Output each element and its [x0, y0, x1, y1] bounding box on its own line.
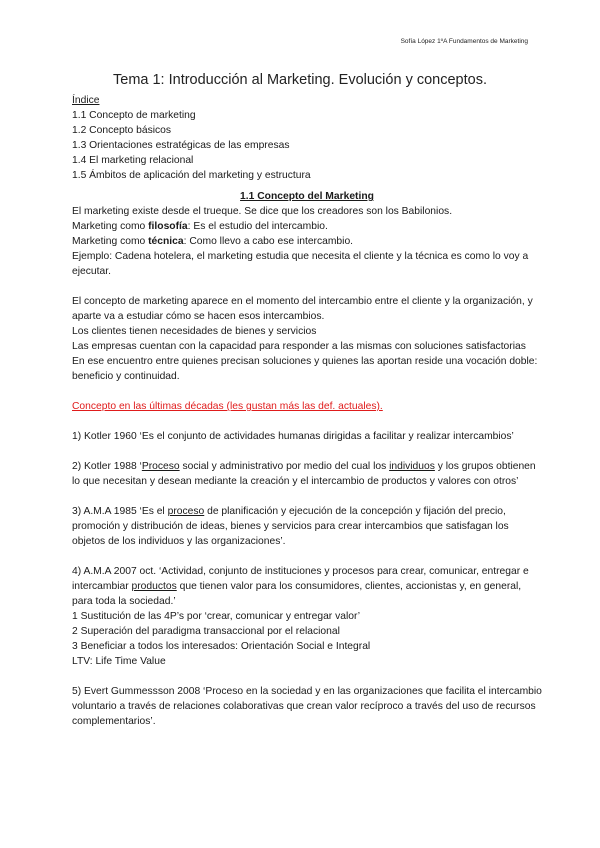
- index-item-2: 1.2 Concepto básicos: [72, 125, 172, 136]
- author-header-note: Sofía López 1ºA Fundamentos de Marketing: [400, 38, 528, 45]
- definition-ama-1985: 3) A.M.A 1985 ‘Es el proceso de planificación y ejecución de la concepción y fijación del precio, promoción y distribución de ideas, bienes y servicios para crear intercambios que satisfagan los objetos de los individuos y las organizaciones’.: [72, 506, 509, 547]
- ltv-note: LTV: Life Time Value: [72, 656, 166, 667]
- paragraph-encuentro: En ese encuentro entre quienes precisan soluciones y quienes las aportan reside una vocación doble: beneficio y continuidad.: [72, 356, 538, 382]
- paragraph-empresas: Las empresas cuentan con la capacidad para responder a las mismas con soluciones satisfactorias: [72, 341, 526, 352]
- index-item-1: 1.1 Concepto de marketing: [72, 110, 196, 121]
- index-item-3: 1.3 Orientaciones estratégicas de las empresas: [72, 140, 290, 151]
- page-title: Tema 1: Introducción al Marketing. Evolución y conceptos.: [113, 72, 487, 88]
- recent-decades-heading: Concepto en las últimas décadas (les gustan más las def. actuales).: [72, 401, 383, 412]
- ama-2007-point-1: 1 Sustitución de las 4P’s por ‘crear, comunicar y entregar valor’: [72, 611, 361, 622]
- definition-kotler-1988: 2) Kotler 1988 ‘Proceso social y administrativo por medio del cual los individuos y los grupos obtienen lo que necesitan y desean mediante la creación y el intercambio de productos y valores con otros’: [72, 461, 536, 487]
- paragraph-trueque: El marketing existe desde el trueque. Se dice que los creadores son los Babilonios.: [72, 206, 453, 217]
- bold-tecnica: técnica: [148, 236, 184, 247]
- ama-2007-point-2: 2 Superación del paradigma transaccional por el relacional: [72, 626, 340, 637]
- definition-gummesson-2008: 5) Evert Gummessson 2008 ‘Proceso en la sociedad y en las organizaciones que facilita el intercambio voluntario a través de relaciones colaborativas que crean valor recíproco a través del uso de recursos complementarios’.: [72, 686, 542, 727]
- paragraph-filosofia: Marketing como filosofía: Es el estudio del intercambio.: [72, 221, 328, 232]
- document-body: [72, 93, 542, 729]
- paragraph-clientes: Los clientes tienen necesidades de bienes y servicios: [72, 326, 317, 337]
- definition-kotler-1960: 1) Kotler 1960 ‘Es el conjunto de actividades humanas dirigidas a facilitar y realizar intercambios’: [72, 431, 514, 442]
- paragraph-ejemplo: Ejemplo: Cadena hotelera, el marketing estudia que necesita el cliente y la técnica es como lo voy a ejecutar.: [72, 251, 529, 277]
- section-title: 1.1 Concepto del Marketing: [240, 191, 374, 202]
- definition-ama-2007: 4) A.M.A 2007 oct. ‘Actividad, conjunto de instituciones y procesos para crear, comunicar, entregar e intercambiar productos que tienen valor para los consumidores, clientes, accionistas y, en general, para toda la sociedad.’: [72, 566, 529, 607]
- ama-2007-point-3: 3 Beneficiar a todos los interesados: Orientación Social e Integral: [72, 641, 371, 652]
- index-item-4: 1.4 El marketing relacional: [72, 155, 194, 166]
- index-item-5: 1.5 Ámbitos de aplicación del marketing y estructura: [72, 170, 311, 181]
- bold-filosofia: filosofía: [148, 221, 188, 232]
- paragraph-tecnica: Marketing como técnica: Como llevo a cabo ese intercambio.: [72, 236, 354, 247]
- index-label: Índice: [72, 95, 100, 106]
- paragraph-concepto: El concepto de marketing aparece en el momento del intercambio entre el cliente y la organización, y aparte va a estudiar cómo se hacen esos intercambios.: [72, 296, 533, 322]
